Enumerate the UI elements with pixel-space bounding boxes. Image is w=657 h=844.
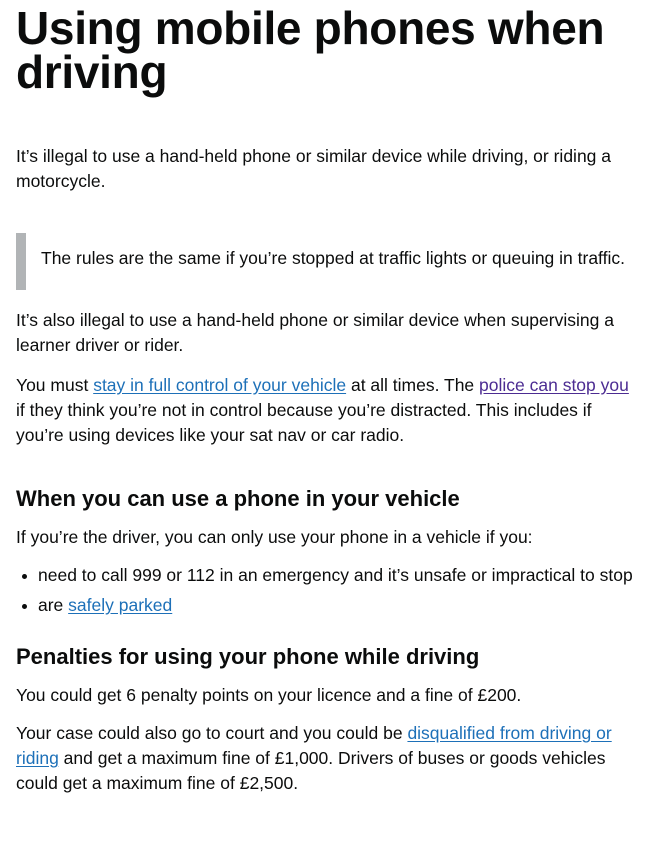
court-text-post: and get a maximum fine of £1,000. Drivers of buses or goods vehicles could get a maximum fine of £2,500.: [16, 748, 606, 793]
penalty-points-paragraph: You could get 6 penalty points on your licence and a fine of £200.: [16, 685, 522, 705]
disqualified-link[interactable]: disqualified from driving or riding: [16, 723, 612, 768]
page-title: Using mobile phones when driving: [16, 2, 605, 98]
when-lead: If you’re the driver, you can only use your phone in a vehicle if you:: [16, 527, 533, 547]
court-text-pre: Your case could also go to court and you could be: [16, 723, 408, 743]
intro-paragraph: It’s illegal to use a hand-held phone or similar device while driving, or riding a motorcycle.: [16, 146, 611, 191]
parked-text: are: [38, 595, 69, 615]
article: [0, 2, 657, 796]
police-stop-link[interactable]: police can stop you: [479, 375, 629, 395]
when-heading: When you can use a phone in your vehicle: [16, 486, 460, 511]
full-control-link[interactable]: stay in full control of your vehicle: [93, 375, 347, 395]
supervising-paragraph: It’s also illegal to use a hand-held phone or similar device when supervising a learner driver or rider.: [16, 310, 614, 355]
list-item-parked: [38, 593, 642, 618]
control-text-pre: You must: [16, 375, 94, 395]
list-item-emergency: need to call 999 or 112 in an emergency and it’s unsafe or impractical to stop: [38, 563, 642, 588]
inset-paragraph: The rules are the same if you’re stopped at traffic lights or queuing in traffic.: [41, 248, 625, 268]
control-text-mid: at all times. The: [346, 375, 480, 395]
court-paragraph: [16, 721, 642, 796]
inset-text: [16, 233, 642, 290]
control-paragraph: [16, 373, 642, 448]
conditions-list: [16, 563, 642, 618]
penalties-heading: Penalties for using your phone while driving: [16, 644, 480, 669]
safely-parked-link[interactable]: safely parked: [68, 595, 173, 615]
control-text-post: if they think you’re not in control because you’re distracted. This includes if you’re using devices like your sat nav or car radio.: [16, 400, 592, 445]
